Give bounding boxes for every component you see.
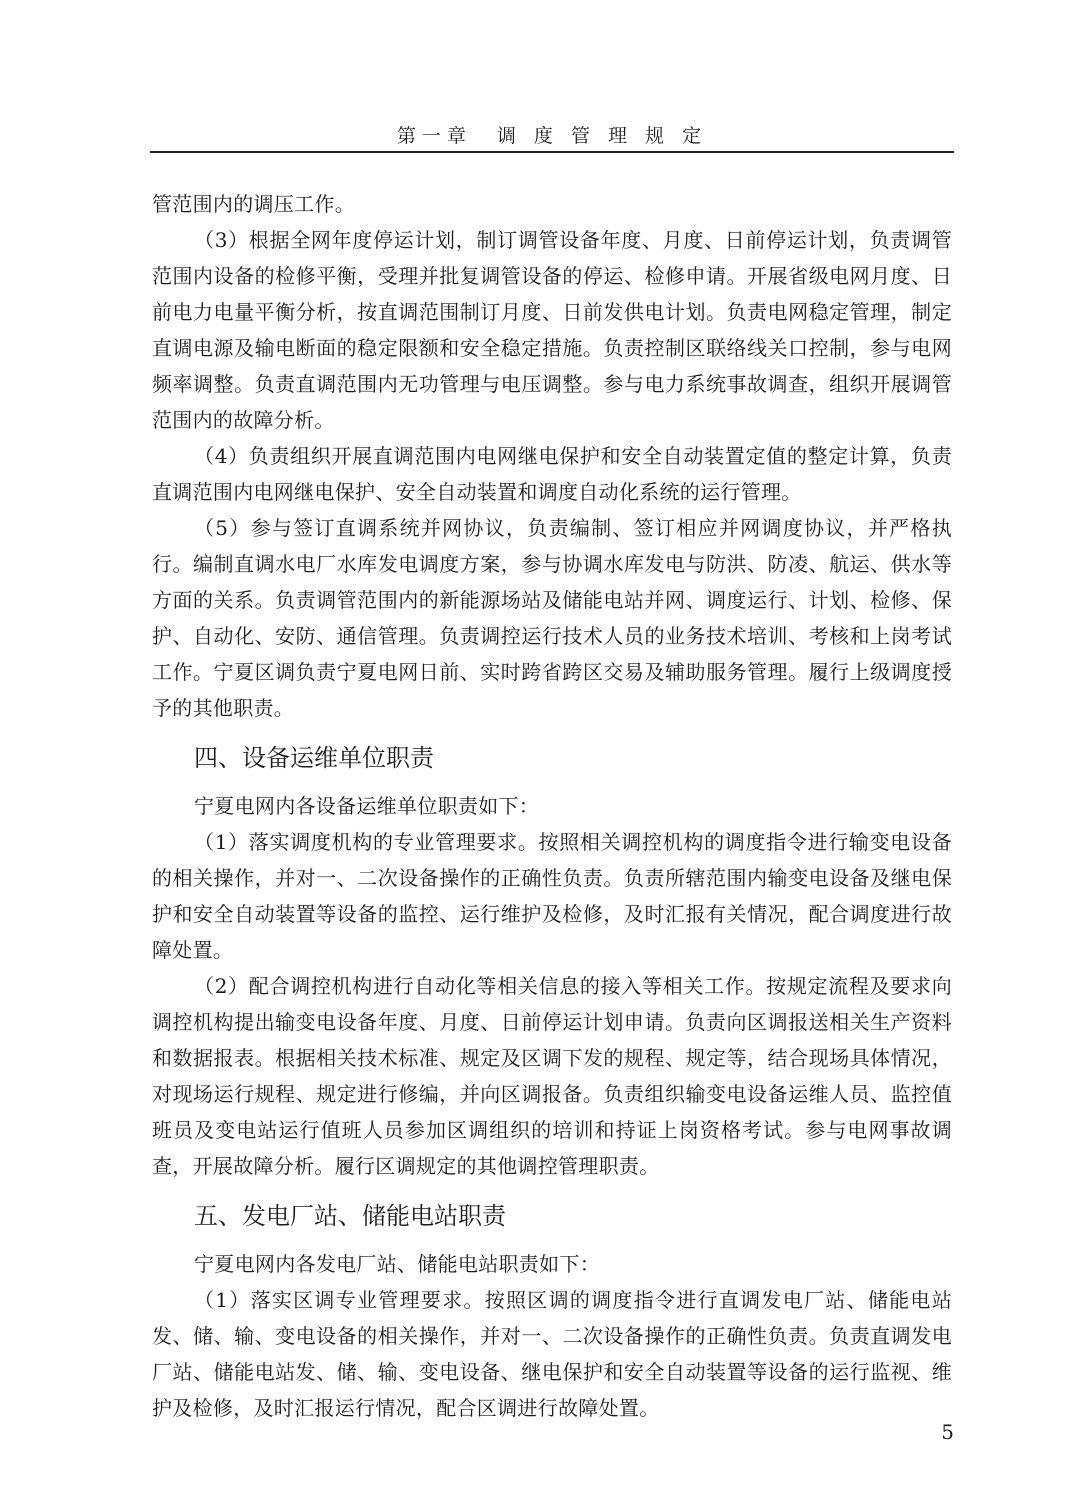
- section-4-intro: 宁夏电网内各设备运维单位职责如下：: [194, 794, 540, 818]
- spacer: [152, 1184, 952, 1196]
- page-body: [152, 186, 952, 1426]
- spacer: [152, 1236, 952, 1246]
- section-5-intro: 宁夏电网内各发电厂站、储能电站职责如下：: [194, 1252, 600, 1276]
- section-4-item-1: （1）落实调度机构的专业管理要求。按照相关调控机构的调度指令进行输变电设备的相关操作，并对一、二次设备操作的正确性负责。负责所辖范围内输变电设备及继电保护和安全自动装置等设备的监控、运行维护及检修，及时汇报有关情况，配合调度进行故障处置。: [152, 830, 952, 962]
- section-heading-5: 五、发电厂站、储能电站职责: [194, 1202, 506, 1230]
- section-5-item-1: （1）落实区调专业管理要求。按照区调的调度指令进行直调发电厂站、储能电站发、储、输、变电设备的相关操作，并对一、二次设备操作的正确性负责。负责直调发电厂站、储能电站发、储、输、变电设备、继电保护和安全自动装置等设备的运行监视、维护及检修，及时汇报运行情况，配合区调进行故障处置。: [152, 1288, 952, 1420]
- section-4-item-2: （2）配合调控机构进行自动化等相关信息的接入等相关工作。按规定流程及要求向调控机构提出输变电设备年度、月度、日前停运计划申请。负责向区调报送相关生产资料和数据报表。根据相关技术标准、规定及区调下发的规程、规定等，结合现场具体情况，对现场运行规程、规定进行修编，并向区调报备。负责组织输变电设备运维人员、监控值班员及变电站运行值班人员参加区调组织的培训和持证上岗资格考试。参与电网事故调查，开展故障分析。履行区调规定的其他调控管理职责。: [152, 974, 952, 1178]
- paragraph-item-3: （3）根据全网年度停运计划，制订调管设备年度、月度、日前停运计划，负责调管范围内设备的检修平衡，受理并批复调管设备的停运、检修申请。开展省级电网月度、日前电力电量平衡分析，按直调范围制订月度、日前发供电计划。负责电网稳定管理，制定直调电源及输电断面的稳定限额和安全稳定措施。负责控制区联络线关口控制，参与电网频率调整。负责直调范围内无功管理与电压调整。参与电力系统事故调查，组织开展调管范围内的故障分析。: [152, 228, 952, 432]
- spacer: [152, 778, 952, 788]
- header-rule: [150, 151, 954, 153]
- paragraph-item-4: （4）负责组织开展直调范围内电网继电保护和安全自动装置定值的整定计算，负责直调范围内电网继电保护、安全自动装置和调度自动化系统的运行管理。: [152, 444, 952, 504]
- paragraph-item-5: （5）参与签订直调系统并网协议，负责编制、签订相应并网调度协议，并严格执行。编制直调水电厂水库发电调度方案，参与协调水库发电与防洪、防凌、航运、供水等方面的关系。负责调管范围内的新能源场站及储能电站并网、调度运行、计划、检修、保护、自动化、安防、通信管理。负责调控运行技术人员的业务技术培训、考核和上岗考试工作。宁夏区调负责宁夏电网日前、实时跨省跨区交易及辅助服务管理。履行上级调度授予的其他职责。: [152, 516, 952, 720]
- page-number: 5: [941, 1420, 954, 1444]
- section-heading-4: 四、设备运维单位职责: [194, 744, 434, 772]
- running-header: 第一章 调 度 管 理 规 定: [396, 125, 708, 147]
- spacer: [152, 726, 952, 738]
- continued-paragraph: 管范围内的调压工作。: [152, 192, 355, 216]
